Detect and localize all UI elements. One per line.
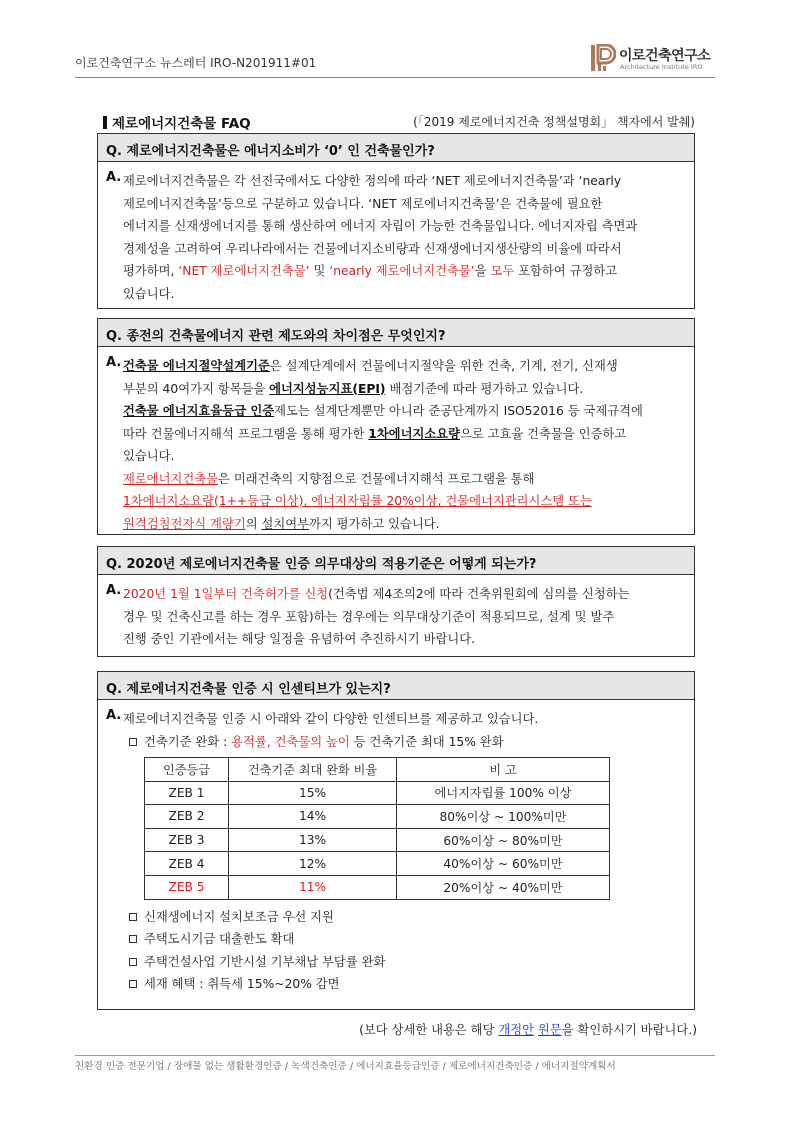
text-span: 까지 평가하고 있습니다. (309, 516, 440, 531)
logo-title: 이로건축연구소 (619, 48, 711, 64)
table-cell: 11% (229, 875, 397, 899)
table-cell: 14% (229, 805, 397, 829)
table-cell: 20%이상 ~ 40%미만 (397, 875, 610, 899)
text-span: 을 (474, 264, 491, 278)
table-cell: 13% (229, 828, 397, 852)
text-span: (건축법 제4조의2에 따라 건축위원회에 심의를 신청하는 (328, 587, 630, 601)
newsletter-id: 이로건축연구소 뉴스레터 IRO-N201911#01 (75, 56, 317, 70)
highlight-text: 2020년 1월 1일부터 건축허가를 신청 (123, 587, 329, 601)
answer-line (123, 355, 684, 378)
original-text-link[interactable]: 원문 (537, 1023, 562, 1037)
bullet-item (123, 973, 684, 996)
answer-line: 에너지를 신재생에너지를 통해 생산하여 에너지 자립이 가능한 건축물입니다. 에너지자립 측면과 (123, 219, 638, 233)
answer-line (123, 583, 684, 606)
section-title (103, 112, 251, 132)
text-span: 및 (309, 264, 330, 278)
text-span: 신재생에너지 설치보조금 우선 지원 (144, 909, 334, 924)
answer-2 (98, 347, 694, 535)
answer-3 (98, 575, 694, 651)
highlight-underline: , (437, 494, 446, 508)
answer-line: 있습니다. (123, 286, 175, 301)
table-cell: ZEB 5 (145, 875, 229, 899)
table-cell: 40%이상 ~ 60%미만 (397, 852, 610, 876)
text-span: 을 확인하시기 바랍니다.) (561, 1023, 697, 1037)
text-span: 따라 건물에너지해석 프로그램을 통해 평가한 (123, 426, 369, 441)
answer-line (123, 260, 684, 283)
term-underline: 건축물 에너지절약설계기준 (123, 359, 270, 373)
square-bullet-icon (129, 913, 137, 921)
text-span: 포함하여 규정하고 (514, 264, 618, 278)
section-title-text: 제로에너지건축물 FAQ (112, 116, 251, 132)
table-cell: 80%이상 ~ 100%미만 (397, 805, 610, 829)
table-row (145, 781, 610, 805)
term-underline: 1차에너지소요량 (368, 426, 460, 441)
table-row (145, 828, 610, 852)
table-row (145, 805, 610, 829)
text-span: 세재 혜택 : 취득세 15%~20% 감면 (144, 977, 340, 992)
page-header (75, 44, 715, 74)
table-cell: 60%이상 ~ 80%미만 (397, 828, 610, 852)
answer-1 (98, 162, 694, 305)
section-source: (「2019 제로에너지건축 정책설명회」 책자에서 발췌) (413, 115, 695, 129)
bullet-item (123, 928, 684, 951)
answer-mark: A. (106, 355, 122, 370)
highlight-text: 모두 (490, 264, 515, 278)
revision-link[interactable]: 개정안 (498, 1023, 534, 1037)
answer-line: 제로에너지건축물 인증 시 아래와 같이 다양한 인센티브를 제공하고 있습니다. (123, 712, 539, 726)
square-bullet-icon (129, 935, 137, 943)
text-span: 으로 고효율 건축물을 인증하고 (459, 426, 627, 441)
faq-item-1 (97, 133, 695, 309)
text-span: 등 건축기준 최대 15% 완화 (349, 734, 504, 749)
table-cell: ZEB 4 (145, 852, 229, 876)
bullet-item (123, 951, 684, 974)
text-span: 은 미래건축의 지향점으로 건물에너지해석 프로그램을 통해 (218, 471, 535, 486)
answer-line (123, 490, 684, 513)
incentive-table (144, 757, 610, 900)
text-span: 의 (245, 516, 262, 531)
text-span: 제도는 설계단계뿐만 아니라 준공단계까지 ISO52016 등 국제규격에 (274, 404, 643, 418)
logo-subtitle: Architecture Institute IRO (620, 63, 703, 71)
company-logo (590, 44, 715, 74)
answer-line: 경제성을 고려하여 우리나라에서는 건물에너지소비량과 신재생에너지생산량의 비율에 따라서 (123, 241, 622, 256)
highlight-underline: 건물에너지관리시스템 또는 (445, 494, 592, 508)
table-cell: 에너지자립률 100% 이상 (397, 781, 610, 805)
text-span: 평가하며, (123, 264, 179, 278)
faq-item-3 (97, 546, 695, 657)
highlight-underline: , (303, 494, 312, 508)
text-span: 은 설계단계에서 건물에너지절약을 위한 건축, 기계, 전기, 신재생 (269, 359, 618, 373)
highlight-underline: 제로에너지건축물 (123, 471, 219, 486)
term-underline: 설치여부 (261, 516, 310, 531)
highlight-underline: 원격검침전자식 계량기 (123, 516, 246, 531)
table-row (145, 852, 610, 876)
bullet-item (123, 731, 684, 754)
answer-line (123, 400, 684, 423)
answer-line (123, 468, 684, 491)
answer-4 (98, 700, 694, 996)
title-bar-icon (103, 116, 107, 129)
answer-mark: A. (106, 708, 122, 723)
highlight-underline: 에너지자립률 20%이상 (311, 494, 438, 508)
table-cell: 15% (229, 781, 397, 805)
table-cell: ZEB 2 (145, 805, 229, 829)
highlight-text: 용적률, 건축물의 높이 (231, 734, 350, 749)
text-span: 주택도시기금 대출한도 확대 (144, 932, 295, 947)
text-span: 주택건설사업 기반시설 기부채납 부담률 완화 (144, 954, 386, 969)
highlight-underline: 1차에너지소요량(1++등급 이상) (123, 494, 304, 508)
text-span: 건축기준 완화 : (144, 734, 232, 749)
highlight-text: ‘NET 제로에너지건축물’ (178, 264, 310, 278)
term-underline: 에너지성능지표(EPI) (269, 381, 386, 396)
square-bullet-icon (129, 980, 137, 988)
table-cell: 12% (229, 852, 397, 876)
table-row-highlight (145, 875, 610, 899)
square-bullet-icon (129, 738, 137, 746)
question-4: Q. 제로에너지건축물 인증 시 인센티브가 있는지? (98, 672, 694, 700)
closing-note (359, 1020, 697, 1038)
logo-mark-icon (590, 44, 616, 72)
term-underline: 건축물 에너지효율등급 인증 (123, 404, 275, 418)
table-header: 건축기준 최대 완화 비율 (229, 758, 397, 782)
answer-line (123, 423, 684, 446)
footer-divider (75, 1055, 715, 1056)
faq-item-4 (97, 671, 695, 1010)
header-divider (75, 77, 715, 78)
question-1: Q. 제로에너지건축물은 에너지소비가 ‘0’ 인 건축물인가? (98, 134, 694, 162)
text-span: (보다 상세한 내용은 해당 (359, 1023, 499, 1037)
square-bullet-icon (129, 958, 137, 966)
question-2: Q. 종전의 건축물에너지 관련 제도와의 차이점은 무엇인지? (98, 319, 694, 347)
table-header: 비 고 (397, 758, 610, 782)
table-header: 인증등급 (145, 758, 229, 782)
answer-line (123, 513, 684, 536)
bullet-item (123, 906, 684, 929)
answer-line: 제로에너지건축물은 각 선진국에서도 다양한 정의에 따라 ‘NET 제로에너지건축물’과 ‘nearly (123, 174, 622, 188)
table-cell: ZEB 1 (145, 781, 229, 805)
answer-mark: A. (106, 583, 122, 598)
question-3: Q. 2020년 제로에너지건축물 인증 의무대상의 적용기준은 어떻게 되는가? (98, 547, 694, 575)
page-footer: 친환경 인증 전문기업 / 장애물 없는 생활환경인증 / 녹색건축인증 / 에너지효율등급인증 / 제로에너지건축인증 / 에너지절약계획서 (75, 1061, 616, 1072)
table-header-row (145, 758, 610, 782)
answer-line: 진행 중인 기관에서는 해당 일정을 유념하여 추진하시기 바랍니다. (123, 632, 475, 646)
highlight-text: ‘nearly 제로에너지건축물’ (329, 264, 475, 278)
answer-line: 있습니다. (123, 449, 175, 463)
answer-mark: A. (106, 170, 122, 185)
text-span: 부분의 40여가지 항목들을 (123, 381, 270, 396)
table-cell: ZEB 3 (145, 828, 229, 852)
answer-line (123, 378, 684, 401)
answer-line: 제로에너지건축물’등으로 구분하고 있습니다. ‘NET 제로에너지건축물’은 건축물에 필요한 (123, 196, 603, 211)
answer-line: 경우 및 건축신고를 하는 경우 포함)하는 경우에는 의무대상기준이 적용되므로, 설계 및 발주 (123, 609, 615, 624)
faq-item-2 (97, 318, 695, 535)
text-span: 배점기준에 따라 평가하고 있습니다. (385, 381, 584, 396)
